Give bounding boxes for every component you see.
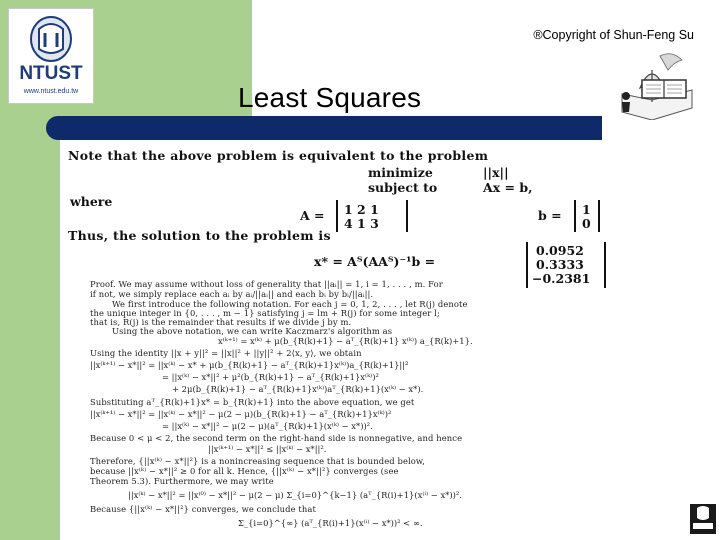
proof-line: We first introduce the following notation. For each j = 0, 1, 2, . . . , let R(j) denote (112, 299, 468, 309)
where-label: where (70, 194, 113, 209)
ntust-logo (8, 8, 94, 104)
intro-text: Note that the above problem is equivalent to the problem (68, 148, 489, 163)
proof-equation: ||x⁽ᵏ⁺¹⁾ − x*||² = ||x⁽ᵏ⁾ − x*||² − μ(2 − μ)(b_{R(k)+1} − aᵀ_{R(k)+1}x⁽ᵏ⁾)² (90, 409, 392, 419)
proof-line: Because 0 < μ < 2, the second term on the right-hand side is nonnegative, and hence (90, 433, 463, 443)
logo-url: www.ntust.edu.tw (23, 88, 79, 95)
matrix-a-label: A = (300, 208, 325, 223)
proof-line: Proof. We may assume without loss of generality that ||aᵢ|| = 1, i = 1, . . . , m. For (90, 279, 443, 289)
solution-row2: 0.3333 (536, 257, 584, 272)
proof-line: Using the identity ||x + y||² = ||x||² + ||y||² + 2⟨x, y⟩, we obtain (90, 348, 362, 358)
proof-line: Theorem 5.3). Furthermore, we may write (90, 476, 274, 486)
proof-line: the unique integer in {0, . . . , m − 1} satisfying j = lm + R(j) for some integer l; (90, 308, 440, 318)
solution-row1: 0.0952 (536, 243, 584, 258)
proof-equation: ||x⁽ᵏ⁾ − x*||² = ||x⁽⁰⁾ − x*||² − μ(2 − μ) Σ_{i=0}^{k−1} (aᵀ_{R(i)+1}(x⁽ⁱ⁾ − x*))². (128, 490, 462, 500)
proof-equation: Σ_{i=0}^{∞} (aᵀ_{R(i)+1}(x⁽ⁱ⁾ − x*))² < ∞. (238, 518, 423, 528)
subject-expr: Ax = b, (483, 180, 533, 195)
vector-b-label: b = (538, 208, 562, 223)
vector-b-row2: 0 (582, 216, 591, 231)
logo-text: NTUST (19, 63, 83, 84)
book-reader-icon (612, 50, 698, 120)
title-underline-bar (46, 116, 602, 140)
copyright-text: ®Copyright of Shun-Feng Su (533, 28, 694, 42)
subject-label: subject to (368, 180, 438, 195)
proof-line: Using the above notation, we can write Kaczmarz's algorithm as (112, 326, 393, 336)
minimize-expr: ||x|| (483, 165, 509, 180)
proof-equation: ||x⁽ᵏ⁺¹⁾ − x*||² = ||x⁽ᵏ⁾ − x* + μ(b_{R(k)+1} − aᵀ_{R(k)+1}x⁽ᵏ⁾)a_{R(k)+1}||² (90, 360, 409, 370)
proof-line: Because {||x⁽ᵏ⁾ − x*||²} converges, we conclude that (90, 504, 316, 514)
proof-line: Therefore, {||x⁽ᵏ⁾ − x*||²} is a nonincreasing sequence that is bounded below, (90, 456, 425, 466)
matrix-a-row2: 4 1 3 (344, 216, 379, 231)
matrix-a-row1: 1 2 1 (344, 202, 379, 217)
proof-line: Substituting aᵀ_{R(k)+1}x* = b_{R(k)+1} into the above equation, we get (90, 397, 415, 407)
vector-b-row1: 1 (582, 202, 591, 217)
solution-expr: x* = Aᵀ(AAᵀ)⁻¹b = (314, 254, 436, 269)
proof-line: that is, R(j) is the remainder that results if we divide j by m. (90, 317, 352, 327)
proof-equation: = ||x⁽ᵏ⁾ − x*||² − μ(2 − μ)(aᵀ_{R(k)+1}(x⁽ᵏ⁾ − x*))². (162, 421, 373, 431)
solution-row3: −0.2381 (532, 271, 591, 286)
proof-line: if not, we simply replace each aᵢ by aᵢ/||aᵢ|| and each bᵢ by bᵢ/||aᵢ||. (90, 289, 374, 299)
proof-equation: x⁽ᵏ⁺¹⁾ = x⁽ᵏ⁾ + μ(b_{R(k)+1} − aᵀ_{R(k)+1} x⁽ᵏ⁾) a_{R(k)+1}. (218, 336, 473, 346)
minimize-label: minimize (368, 165, 433, 180)
proof-equation: = ||x⁽ᵏ⁾ − x*||² + μ²(b_{R(k)+1} − aᵀ_{R(k)+1}x⁽ᵏ⁾)² (162, 372, 379, 382)
proof-equation: + 2μ(b_{R(k)+1} − aᵀ_{R(k)+1}x⁽ᵏ⁾)aᵀ_{R(k)+1}(x⁽ᵏ⁾ − x*). (172, 384, 424, 394)
proof-equation: ||x⁽ᵏ⁺¹⁾ − x*||² ≤ ||x⁽ᵏ⁾ − x*||². (208, 444, 327, 454)
ntust-corner-icon (690, 504, 716, 534)
thus-text: Thus, the solution to the problem is (68, 228, 331, 243)
slide-title: Least Squares (238, 82, 422, 113)
proof-line: because ||x⁽ᵏ⁾ − x*||² ≥ 0 for all k. Hence, {||x⁽ᵏ⁾ − x*||²} converges (see (90, 466, 399, 476)
